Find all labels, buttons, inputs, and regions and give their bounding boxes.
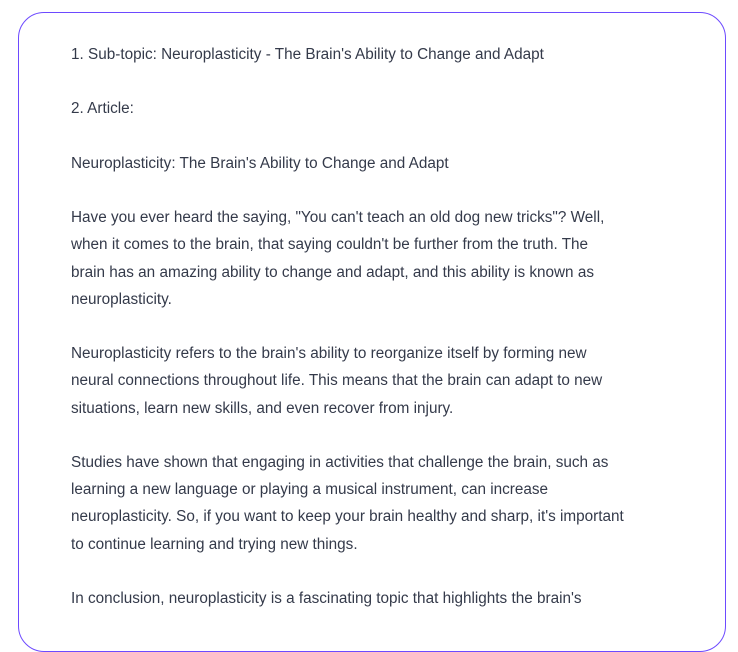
text-line: situations, learn new skills, and even recover from injury. xyxy=(71,399,454,417)
chat-message-bubble xyxy=(18,12,726,652)
message-paragraph xyxy=(71,449,691,558)
message-content xyxy=(71,41,691,639)
message-paragraph xyxy=(71,340,691,422)
text-line: brain has an amazing ability to change and adapt, and this ability is known as xyxy=(71,263,594,281)
text-line: learning a new language or playing a musical instrument, can increase xyxy=(71,481,549,499)
text-line: neuroplasticity. xyxy=(71,290,172,308)
message-paragraph xyxy=(71,585,691,612)
text-line: Studies have shown that engaging in activities that challenge the brain, such as xyxy=(71,453,609,471)
text-line: Have you ever heard the saying, "You can't teach an old dog new tricks"? Well, xyxy=(71,209,605,227)
message-paragraph xyxy=(71,150,691,177)
text-line: In conclusion, neuroplasticity is a fascinating topic that highlights the brain's xyxy=(71,589,582,607)
message-paragraph xyxy=(71,204,691,313)
text-line: Neuroplasticity refers to the brain's ability to reorganize itself by forming new xyxy=(71,345,587,363)
text-line: Neuroplasticity: The Brain's Ability to Change and Adapt xyxy=(71,154,449,172)
text-line: neuroplasticity. So, if you want to keep your brain healthy and sharp, it's important xyxy=(71,508,624,526)
text-line: neural connections throughout life. This means that the brain can adapt to new xyxy=(71,372,603,390)
message-paragraph xyxy=(71,95,691,122)
message-paragraph xyxy=(71,41,691,68)
text-line: when it comes to the brain, that saying couldn't be further from the truth. The xyxy=(71,236,589,254)
text-line: 2. Article: xyxy=(71,100,134,118)
text-line: 1. Sub-topic: Neuroplasticity - The Brain's Ability to Change and Adapt xyxy=(71,46,544,63)
text-line: to continue learning and trying new things. xyxy=(71,535,358,553)
